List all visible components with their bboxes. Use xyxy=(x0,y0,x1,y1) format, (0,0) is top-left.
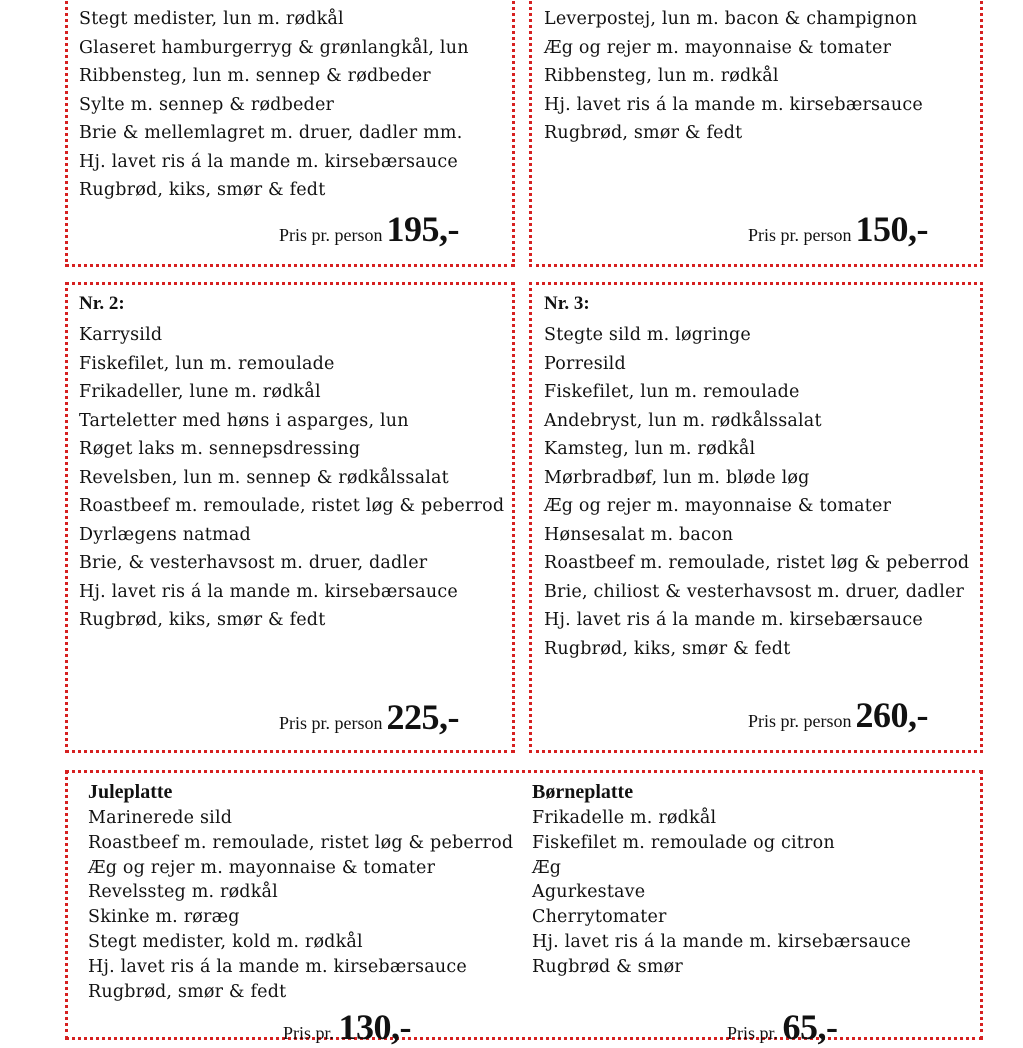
menu-item: Brie & mellemlagret m. druer, dadler mm. xyxy=(79,123,463,143)
menu-item: Porresild xyxy=(544,353,626,374)
menu-item: Røget laks m. sennepsdressing xyxy=(79,439,361,459)
menu-item: Brie, chiliost & vesterhavsost m. druer, dadler xyxy=(544,581,965,602)
menu-item: Frikadeller, lune m. rødkål xyxy=(79,382,321,402)
menu-item: Roastbeef m. remoulade, ristet løg & peberrod xyxy=(79,496,505,516)
menu-item: Æg xyxy=(532,857,562,878)
menu-item: Rugbrød, kiks, smør & fedt xyxy=(79,180,326,200)
menu-top-right-items xyxy=(544,5,923,148)
menu-item: Revelssteg m. rødkål xyxy=(88,882,278,903)
menu-nr2-title: Nr. 2: xyxy=(79,293,125,314)
menu-item: Æg og rejer m. mayonnaise & tomater xyxy=(544,496,892,516)
juleplatte-items xyxy=(88,806,513,1004)
menu-item: Agurkestave xyxy=(532,882,646,903)
menu-item: Revelsben, lun m. sennep & rødkålssalat xyxy=(79,467,449,488)
menu-item: Stegte sild m. løgringe xyxy=(544,325,751,345)
menu-item: Marinerede sild xyxy=(88,808,233,828)
menu-item: Rugbrød, kiks, smør & fedt xyxy=(79,610,326,630)
menu-item: Hj. lavet ris á la mande m. kirsebærsauce xyxy=(532,931,911,952)
borneplatte-title: Børneplatte xyxy=(532,781,634,803)
menu-item: Hj. lavet ris á la mande m. kirsebærsauce xyxy=(79,581,458,602)
borneplatte-items xyxy=(532,806,911,980)
menu-item: Fiskefilet m. remoulade og citron xyxy=(532,832,835,853)
price-top-left xyxy=(279,208,459,250)
menu-item: Hj. lavet ris á la mande m. kirsebærsauce xyxy=(544,610,923,630)
price-top-right xyxy=(748,208,928,250)
price-nr2 xyxy=(279,696,459,738)
price-amount: 130,- xyxy=(338,1007,412,1047)
price-label: Pris pr. person xyxy=(279,713,383,733)
price-amount: 260,- xyxy=(855,695,928,735)
price-label: Pris pr. person xyxy=(748,711,852,731)
price-amount: 150,- xyxy=(855,209,928,249)
menu-item: Andebryst, lun m. rødkålssalat xyxy=(544,410,822,431)
menu-item: Hj. lavet ris á la mande m. kirsebærsauce xyxy=(79,151,458,172)
menu-item: Hønsesalat m. bacon xyxy=(544,524,734,545)
menu-item: Roastbeef m. remoulade, ristet løg & peberrod xyxy=(88,832,514,853)
menu-item: Skinke m. røræg xyxy=(88,907,240,928)
menu-item: Cherrytomater xyxy=(532,907,667,928)
price-nr3 xyxy=(748,694,928,736)
menu-item: Tarteletter med høns i asparges, lun xyxy=(79,410,409,431)
menu-item: Æg og rejer m. mayonnaise & tomater xyxy=(88,857,436,878)
menu-item: Rugbrød, kiks, smør & fedt xyxy=(544,638,791,659)
menu-nr2-items xyxy=(79,321,504,635)
price-amount: 65,- xyxy=(782,1007,838,1047)
menu-item: Stegt medister, kold m. rødkål xyxy=(88,931,363,952)
menu-item: Hj. lavet ris á la mande m. kirsebærsauce xyxy=(88,956,467,977)
price-label: Pris pr. xyxy=(727,1023,783,1043)
menu-item: Ribbensteg, lun m. sennep & rødbeder xyxy=(79,66,431,86)
menu-item: Frikadelle m. rødkål xyxy=(532,808,717,828)
menu-item: Fiskefilet, lun m. remoulade xyxy=(79,353,335,374)
menu-item: Sylte m. sennep & rødbeder xyxy=(79,94,335,115)
price-juleplatte xyxy=(283,1006,411,1048)
menu-item: Æg og rejer m. mayonnaise & tomater xyxy=(544,37,892,58)
menu-item: Rugbrød & smør xyxy=(532,956,683,977)
menu-item: Mørbradbøf, lun m. bløde løg xyxy=(544,467,810,488)
menu-item: Roastbeef m. remoulade, ristet løg & peberrod xyxy=(544,553,970,573)
price-label: Pris pr. xyxy=(283,1023,339,1043)
menu-item: Karrysild xyxy=(79,325,163,345)
menu-item: Glaseret hamburgerryg & grønlangkål, lun xyxy=(79,37,469,58)
menu-item: Rugbrød, smør & fedt xyxy=(544,123,743,143)
price-amount: 195,- xyxy=(386,209,459,249)
price-amount: 225,- xyxy=(386,697,459,737)
menu-item: Fiskefilet, lun m. remoulade xyxy=(544,382,800,402)
price-label: Pris pr. person xyxy=(279,225,383,245)
menu-item: Rugbrød, smør & fedt xyxy=(88,981,287,1002)
menu-nr3-items xyxy=(544,321,969,663)
price-label: Pris pr. person xyxy=(748,225,852,245)
menu-item: Stegt medister, lun m. rødkål xyxy=(79,9,344,29)
menu-item: Dyrlægens natmad xyxy=(79,524,251,545)
menu-item: Kamsteg, lun m. rødkål xyxy=(544,439,756,459)
menu-item: Ribbensteg, lun m. rødkål xyxy=(544,66,779,86)
price-borneplatte xyxy=(727,1006,838,1048)
menu-top-left-items xyxy=(79,5,469,205)
menu-item: Hj. lavet ris á la mande m. kirsebærsauce xyxy=(544,94,923,115)
menu-item: Brie, & vesterhavsost m. druer, dadler xyxy=(79,553,428,573)
menu-nr3-title: Nr. 3: xyxy=(544,293,590,314)
menu-item: Leverpostej, lun m. bacon & champignon xyxy=(544,9,918,29)
juleplatte-title: Juleplatte xyxy=(88,781,173,803)
